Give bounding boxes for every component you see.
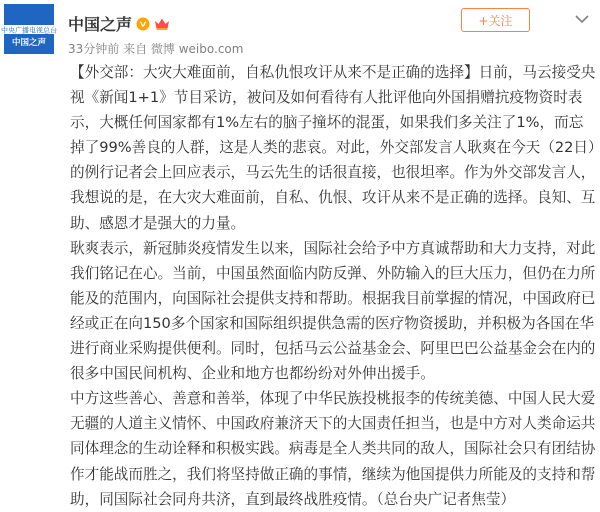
post-paragraph: 耿爽表示，新冠肺炎疫情发生以来，国际社会给予中方真诚帮助和大力支持，对此我们铭记在心。当前，中国虽然面临内防反弹、外防输入的巨大压力，但仍在力所能及的范围内，向国际社会提供支持和帮助。根据我目前掌握的情况，中国政府已经或正在向150多个国家和国际组织提供急需的医疗物资援助，并积极为各国在华进行商业采购提供便利。同时，包括马云公益基金会、阿里巴巴公益基金会在内的很多中国民间机构、企业和地方也都纷纷对外伸出援手。 (70, 239, 596, 383)
crown-icon (154, 17, 170, 31)
post-time[interactable]: 33分钟前 (68, 42, 120, 56)
follow-button[interactable] (461, 8, 530, 32)
post-meta (68, 40, 243, 57)
post-header (0, 0, 600, 62)
avatar[interactable] (1, 4, 57, 54)
chevron-down-icon[interactable] (574, 12, 590, 26)
avatar-bottom-text: 中国之声 (11, 38, 47, 48)
post-paragraph: 中方这些善心、善意和善举，体现了中华民族投桃报李的传统美德、中国人民大爱无疆的人道主义情怀、中国政府兼济天下的大国责任担当，也是中方对人类命运共同体理念的生动诠释和积极实践。病毒是全人类共同的敌人，国际社会只有团结协作才能战而胜之，我们将坚持做正确的事情，继续为他国提供力所能及的支持和帮助，同国际社会同舟共济，直到最终战胜疫情。（总台央广记者焦莹） (70, 390, 596, 508)
author-name[interactable]: 中国之声 (68, 15, 133, 34)
author-name-row (68, 12, 170, 35)
verified-v-icon (136, 17, 150, 31)
avatar-top-text: 中央广播电视总台 (1, 26, 57, 35)
follow-label: +关注 (478, 13, 513, 28)
avatar-logo-icon (1, 4, 57, 54)
post-source: 来自 微博 weibo.com (123, 42, 244, 56)
post-paragraph: 【外交部：大灾大难面前，自私仇恨攻讦从来不是正确的选择】日前，马云接受央视《新闻1+1》节目采访，被问及如何看待有人批评他向外国捐赠抗疫物资时表示，大概任何国家都有1%左右的脑子撞坏的混蛋，如果我们多关注了1%，而忘掉了99%善良的人群，这是人类的悲哀。对此，外交部发言人耿爽在今天（22日）的例行记者会上回应表示，马云先生的话很直接，也很坦率。作为外交部发言人，我想说的是，在大灾大难面前，自私、仇恨、攻讦从来不是正确的选择。良知、互助、感恩才是强大的力量。 (70, 64, 596, 232)
post-content (70, 60, 596, 512)
